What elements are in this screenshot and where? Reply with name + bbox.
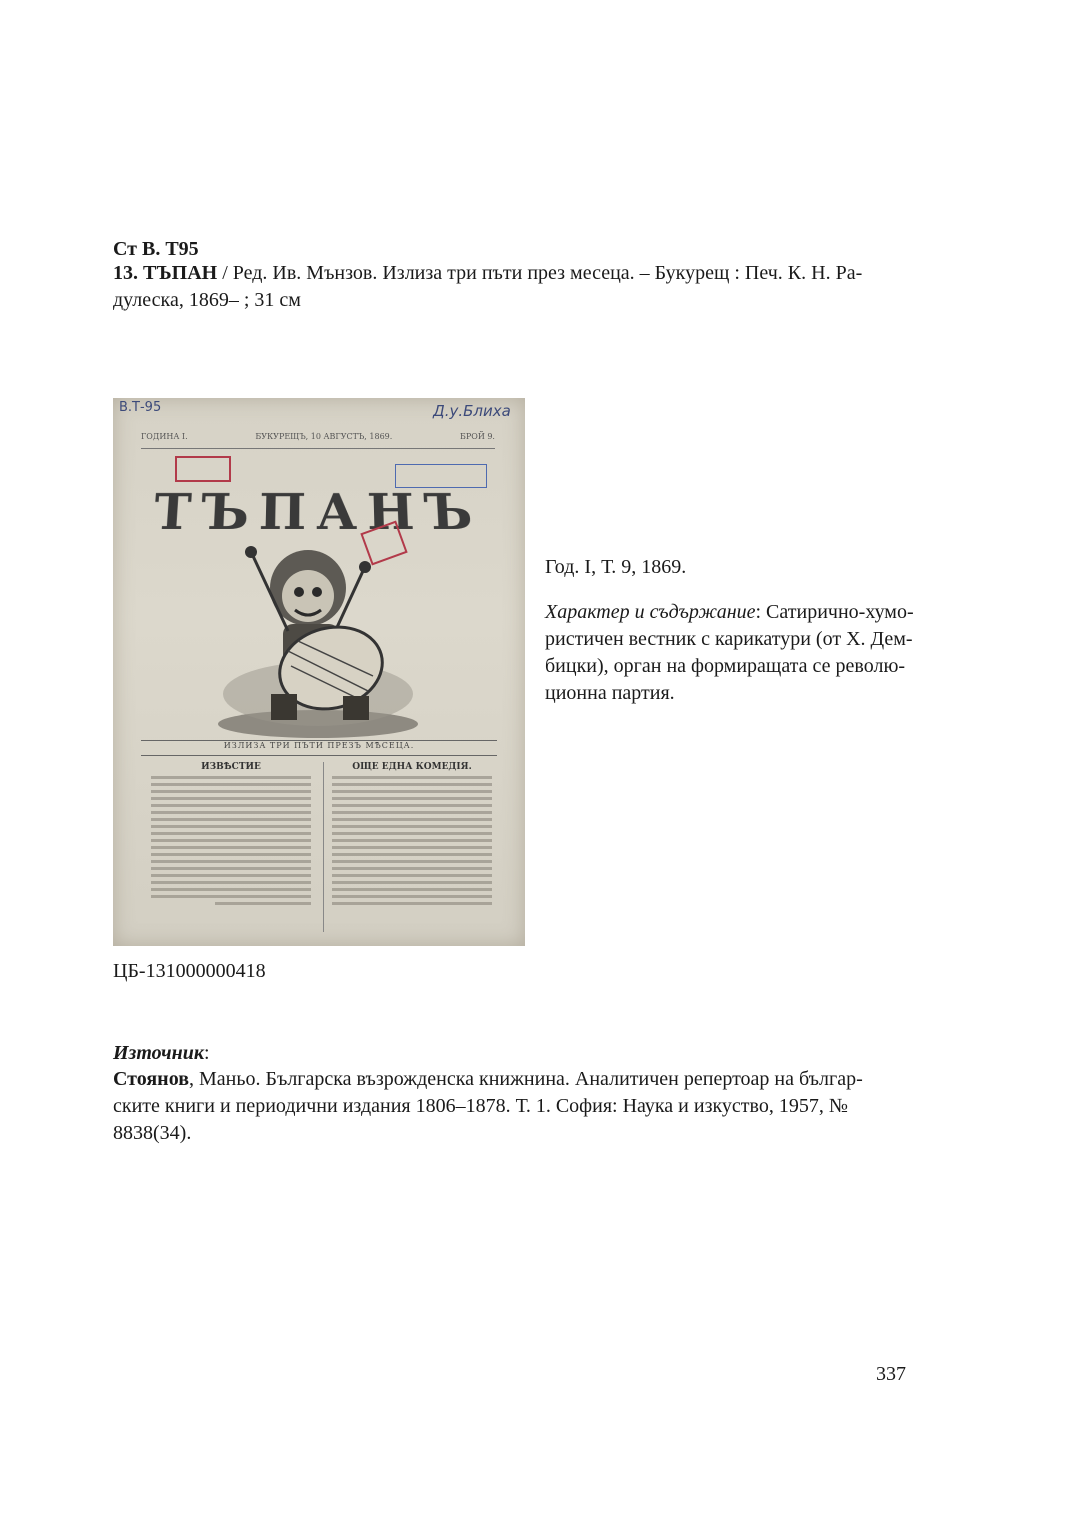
source-heading: Източник:: [113, 1042, 210, 1064]
scan-column-right: [323, 762, 492, 932]
scan-year: ГОДИНА I.: [141, 432, 188, 441]
description: [545, 599, 942, 707]
drummer-illustration: [213, 526, 423, 741]
description-line2: ристичен вестник с карикатури (от Х. Дем-: [545, 628, 913, 650]
scan-date-strip: [141, 432, 495, 449]
entry-line2: дулеска, 1869– ; 31 см: [113, 289, 301, 311]
description-line4: ционна партия.: [545, 682, 675, 704]
shelfmark: Ст В. Т95: [113, 238, 199, 260]
scan-left-heading: ИЗВѢСТИЕ: [201, 762, 261, 772]
scan-date: БУКУРЕЩЪ, 10 АВГУСТЪ, 1869.: [255, 432, 393, 441]
source-line1: , Маньо. Българска възрожденска книжнина. Аналитичен репертоар на българ-: [189, 1068, 863, 1090]
library-stamp: [175, 456, 231, 482]
scan-right-heading: ОЩЕ ЕДНА КОМЕДІЯ.: [352, 762, 472, 772]
issue-caption: Год. I, Т. 9, 1869.: [545, 556, 687, 578]
page-number: 337: [876, 1363, 906, 1385]
source-citation: [113, 1066, 943, 1147]
scan-handwritten-note: Д.у.Блиха: [433, 402, 511, 420]
entry-title: 13. ТЪПАН: [113, 262, 218, 284]
entry-line1: / Ред. Ив. Мънзов. Излиза три пъти през месеца. – Букурещ : Печ. К. Н. Ра-: [217, 262, 863, 284]
scan-issue: БРОЙ 9.: [460, 432, 495, 441]
description-line3: бицки), орган на формиращата се револю-: [545, 655, 906, 677]
scan-shelf-note: В.Т-95: [119, 400, 162, 415]
description-line1: : Сатирично-хумо-: [755, 601, 914, 623]
source-line2: ските книги и периодични издания 1806–1878. Т. 1. София: Наука и изкуство, 1957, №: [113, 1095, 848, 1117]
description-label: Характер и съдържание: [545, 601, 756, 623]
source-line3: 8838(34).: [113, 1122, 192, 1144]
newspaper-scan-image: [113, 398, 525, 946]
scan-masthead: ТЪПАНЪ: [151, 482, 485, 542]
bibliographic-entry: [113, 260, 943, 314]
source-author: Стоянов: [113, 1068, 190, 1090]
scan-column-left: [151, 762, 311, 932]
scan-tagline: ИЗЛИЗА ТРИ ПЪТИ ПРЕЗЪ МѢСЕЦА.: [141, 740, 497, 756]
catalog-code: ЦБ-131000000418: [113, 960, 266, 982]
